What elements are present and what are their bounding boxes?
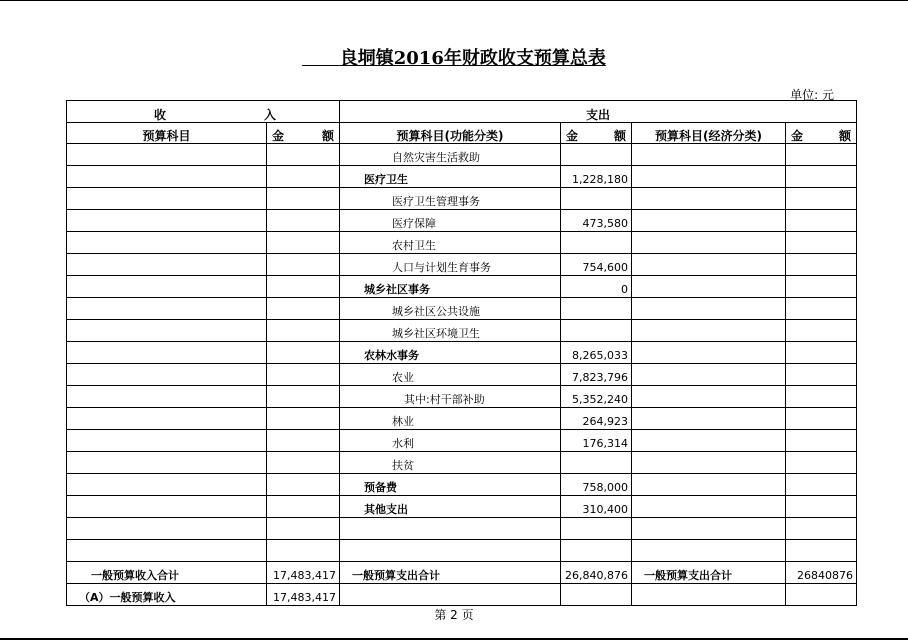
func-amount-cell (561, 298, 632, 320)
func-subject-cell: 农林水事务 (340, 342, 561, 364)
table-row (67, 254, 857, 276)
unit-label: 单位: 元 (790, 88, 834, 102)
econ-subject-cell (632, 254, 786, 276)
func-subject-cell: 其他支出 (340, 496, 561, 518)
func-amount-cell: 1,228,180 (561, 166, 632, 188)
econ-subject-cell (632, 408, 786, 430)
income-subject-cell (67, 232, 267, 254)
econ-amount-cell (786, 386, 857, 408)
func-amount-cell: 310,400 (561, 496, 632, 518)
func-subject-cell: 城乡社区环境卫生 (340, 320, 561, 342)
income-amount-cell (267, 474, 340, 496)
econ-subject-cell (632, 496, 786, 518)
econ-amount-cell (786, 474, 857, 496)
income-amount-cell (267, 298, 340, 320)
income-total-label: 一般预算收入合计 (67, 562, 267, 584)
func-amount-cell: 264,923 (561, 408, 632, 430)
totals-row (67, 562, 857, 584)
func-amount-cell (561, 452, 632, 474)
func-amount-cell (561, 144, 632, 166)
blank-cell (786, 540, 857, 562)
income-subject-cell (67, 276, 267, 298)
func-subject-cell: 自然灾害生活救助 (340, 144, 561, 166)
func-subject-cell: 预备费 (340, 474, 561, 496)
table-row (67, 232, 857, 254)
func-amount-header: 金 额 (561, 123, 632, 144)
econ-amount-cell (786, 210, 857, 232)
func-subject-cell: 扶贫 (340, 452, 561, 474)
general-income-amount: 17,483,417 (267, 584, 340, 606)
func-amount-cell: 176,314 (561, 430, 632, 452)
blank-cell (632, 540, 786, 562)
income-subject-cell (67, 474, 267, 496)
page-number: 第 2 页 (434, 608, 474, 622)
income-amount-cell (267, 408, 340, 430)
income-amount-cell (267, 452, 340, 474)
blank-cell (632, 518, 786, 540)
income-amount-cell (267, 276, 340, 298)
blank-cell (267, 540, 340, 562)
blank-cell (340, 540, 561, 562)
blank-cell (786, 518, 857, 540)
econ-subject-cell (632, 210, 786, 232)
table-row (67, 364, 857, 386)
econ-amount-cell (786, 166, 857, 188)
econ-amount-cell (786, 254, 857, 276)
table-row (67, 166, 857, 188)
func-amount-cell: 758,000 (561, 474, 632, 496)
table-row (67, 342, 857, 364)
income-subject-header: 预算科目 (67, 123, 267, 144)
func-subject-cell: 人口与计划生育事务 (340, 254, 561, 276)
table-row (67, 298, 857, 320)
income-total-amount: 17,483,417 (267, 562, 340, 584)
econ-amount-cell (786, 342, 857, 364)
blank-row (67, 540, 857, 562)
blank-cell (786, 584, 857, 606)
income-amount-cell (267, 210, 340, 232)
econ-subject-cell (632, 232, 786, 254)
income-subject-cell (67, 496, 267, 518)
econ-amount-cell (786, 496, 857, 518)
func-amount-cell (561, 232, 632, 254)
func-subject-cell: 医疗保障 (340, 210, 561, 232)
table-row (67, 386, 857, 408)
econ-amount-cell (786, 188, 857, 210)
table-row (67, 452, 857, 474)
econ-subject-header: 预算科目(经济分类) (632, 123, 786, 144)
table-row (67, 144, 857, 166)
econ-subject-cell (632, 386, 786, 408)
func-amount-cell: 5,352,240 (561, 386, 632, 408)
income-subject-cell (67, 166, 267, 188)
func-subject-cell: 城乡社区事务 (340, 276, 561, 298)
income-subject-cell (67, 320, 267, 342)
econ-subject-cell (632, 188, 786, 210)
func-subject-cell: 医疗卫生管理事务 (340, 188, 561, 210)
func-amount-cell (561, 188, 632, 210)
econ-subject-cell (632, 452, 786, 474)
income-amount-cell (267, 342, 340, 364)
income-amount-cell (267, 320, 340, 342)
income-subject-cell (67, 364, 267, 386)
income-amount-cell (267, 254, 340, 276)
income-subject-cell (67, 408, 267, 430)
table-row (67, 430, 857, 452)
income-subject-cell (67, 210, 267, 232)
func-amount-cell: 754,600 (561, 254, 632, 276)
table-row (67, 188, 857, 210)
func-subject-cell: 林业 (340, 408, 561, 430)
header-row-main (67, 101, 857, 123)
blank-cell (561, 518, 632, 540)
table-row (67, 210, 857, 232)
econ-subject-cell (632, 364, 786, 386)
general-income-label: （A）一般预算收入 (67, 584, 267, 606)
econ-amount-cell (786, 430, 857, 452)
income-subject-cell (67, 188, 267, 210)
income-amount-cell (267, 188, 340, 210)
blank-cell (340, 584, 561, 606)
func-amount-cell (561, 320, 632, 342)
econ-amount-cell (786, 364, 857, 386)
econ-subject-cell (632, 320, 786, 342)
header-row-sub (67, 123, 857, 144)
econ-total-label: 一般预算支出合计 (632, 562, 786, 584)
income-amount-cell (267, 144, 340, 166)
expense-header: 支出 (340, 101, 857, 123)
econ-amount-cell (786, 144, 857, 166)
income-subject-cell (67, 452, 267, 474)
func-amount-cell: 0 (561, 276, 632, 298)
income-amount-cell (267, 232, 340, 254)
income-amount-cell (267, 386, 340, 408)
econ-amount-cell (786, 276, 857, 298)
income-subject-cell (67, 144, 267, 166)
income-subject-cell (67, 386, 267, 408)
func-amount-cell: 473,580 (561, 210, 632, 232)
func-subject-cell: 农村卫生 (340, 232, 561, 254)
func-subject-cell: 农业 (340, 364, 561, 386)
income-amount-cell (267, 430, 340, 452)
econ-subject-cell (632, 298, 786, 320)
bottom-border-line (0, 638, 908, 640)
econ-amount-cell (786, 232, 857, 254)
econ-amount-cell (786, 298, 857, 320)
func-subject-cell: 其中:村干部补助 (340, 386, 561, 408)
income-subject-cell (67, 430, 267, 452)
income-amount-cell (267, 166, 340, 188)
table-row (67, 474, 857, 496)
func-amount-cell: 8,265,033 (561, 342, 632, 364)
income-subject-cell (67, 342, 267, 364)
budget-table (66, 100, 857, 606)
func-subject-cell: 城乡社区公共设施 (340, 298, 561, 320)
func-total-label: 一般预算支出合计 (340, 562, 561, 584)
blank-cell (67, 540, 267, 562)
income-subject-cell (67, 254, 267, 276)
econ-amount-cell (786, 452, 857, 474)
func-subject-cell: 医疗卫生 (340, 166, 561, 188)
blank-cell (561, 540, 632, 562)
func-total-amount: 26,840,876 (561, 562, 632, 584)
econ-subject-cell (632, 166, 786, 188)
econ-total-amount: 26840876 (786, 562, 857, 584)
top-border-line (0, 0, 908, 1)
income-subject-cell (67, 298, 267, 320)
income-header: 收 入 (67, 101, 340, 123)
table-row (67, 408, 857, 430)
econ-subject-cell (632, 276, 786, 298)
income-amount-cell (267, 496, 340, 518)
blank-cell (632, 584, 786, 606)
table-row (67, 276, 857, 298)
econ-amount-cell (786, 320, 857, 342)
econ-amount-header: 金 额 (786, 123, 857, 144)
func-subject-cell: 水利 (340, 430, 561, 452)
econ-subject-cell (632, 430, 786, 452)
income-amount-cell (267, 364, 340, 386)
income-amount-header: 金 额 (267, 123, 340, 144)
econ-amount-cell (786, 408, 857, 430)
table-row (67, 320, 857, 342)
blank-row (67, 518, 857, 540)
blank-cell (340, 518, 561, 540)
blank-cell (267, 518, 340, 540)
econ-subject-cell (632, 144, 786, 166)
func-amount-cell: 7,823,796 (561, 364, 632, 386)
general-income-row (67, 584, 857, 606)
blank-cell (561, 584, 632, 606)
econ-subject-cell (632, 474, 786, 496)
func-subject-header: 预算科目(功能分类) (340, 123, 561, 144)
report-title: 良垌镇2016年财政收支预算总表 (339, 48, 606, 69)
table-row (67, 496, 857, 518)
econ-subject-cell (632, 342, 786, 364)
blank-cell (67, 518, 267, 540)
